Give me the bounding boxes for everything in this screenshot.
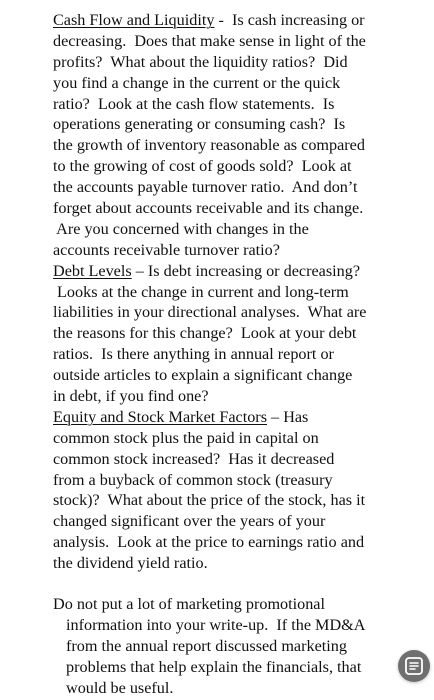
text-line: to the growing of cost of goods sold? Look at <box>53 157 352 176</box>
text-line: ratio? Look at the cash flow statements. Is <box>53 94 335 113</box>
text-line: liabilities in your directional analyses. What are <box>53 303 367 322</box>
text-line: the accounts payable turnover ratio. And don’t <box>53 178 358 197</box>
text-action-button[interactable] <box>398 650 430 682</box>
section-heading: Cash Flow and Liquidity <box>53 11 215 29</box>
text-line: in debt, if you find one? <box>53 387 209 406</box>
text-line: would be useful. <box>66 678 174 697</box>
text-line: decreasing. Does that make sense in light of the <box>53 31 366 50</box>
text-line: common stock increased? Has it decreased <box>53 449 335 468</box>
text-line: analysis. Look at the price to earnings ratio and <box>53 533 365 552</box>
section-equity <box>53 407 423 574</box>
text-list-icon <box>404 656 424 676</box>
paragraph-gap <box>53 574 423 594</box>
section-line <box>53 261 423 282</box>
text-line: from the annual report discussed marketing <box>66 636 347 655</box>
text-line: the growth of inventory reasonable as compared <box>53 136 365 155</box>
text-line: Looks at the change in current and long-term <box>53 282 349 301</box>
text-line: stock)? What about the price of the stock, has it <box>53 491 366 510</box>
closing-paragraph <box>53 594 423 698</box>
text-line: information into your write-up. If the MD&A <box>66 615 366 634</box>
text-line: you find a change in the current or the quick <box>53 73 341 92</box>
text-line: – Has <box>267 407 309 426</box>
text-line: - Is cash increasing or <box>214 11 365 29</box>
text-line: changed significant over the years of your <box>53 512 326 531</box>
text-line: problems that help explain the financials, that <box>66 657 362 676</box>
document-body <box>53 10 423 699</box>
text-line: the dividend yield ratio. <box>53 554 208 573</box>
section-debt-levels <box>53 261 423 407</box>
text-line: accounts receivable turnover ratio? <box>53 240 280 259</box>
section-line <box>53 10 423 31</box>
section-heading: Debt Levels <box>53 261 132 280</box>
section-heading: Equity and Stock Market Factors <box>53 407 267 426</box>
section-cash-flow <box>53 10 423 261</box>
text-line: – Is debt increasing or decreasing? <box>131 261 361 280</box>
text-line: Do not put a lot of marketing promotional <box>53 595 325 614</box>
text-line: from a buyback of common stock (treasury <box>53 470 333 489</box>
text-line: Are you concerned with changes in the <box>53 219 309 238</box>
text-line: the reasons for this change? Look at your debt <box>53 324 357 343</box>
text-line: ratios. Is there anything in annual report or <box>53 345 334 364</box>
section-line <box>53 407 423 428</box>
text-line: operations generating or consuming cash? Is <box>53 115 346 134</box>
text-line: common stock plus the paid in capital on <box>53 428 319 447</box>
text-line: outside articles to explain a significant change <box>53 366 353 385</box>
text-line: forget about accounts receivable and its change. <box>53 199 364 218</box>
text-line: profits? What about the liquidity ratios? Did <box>53 52 348 71</box>
